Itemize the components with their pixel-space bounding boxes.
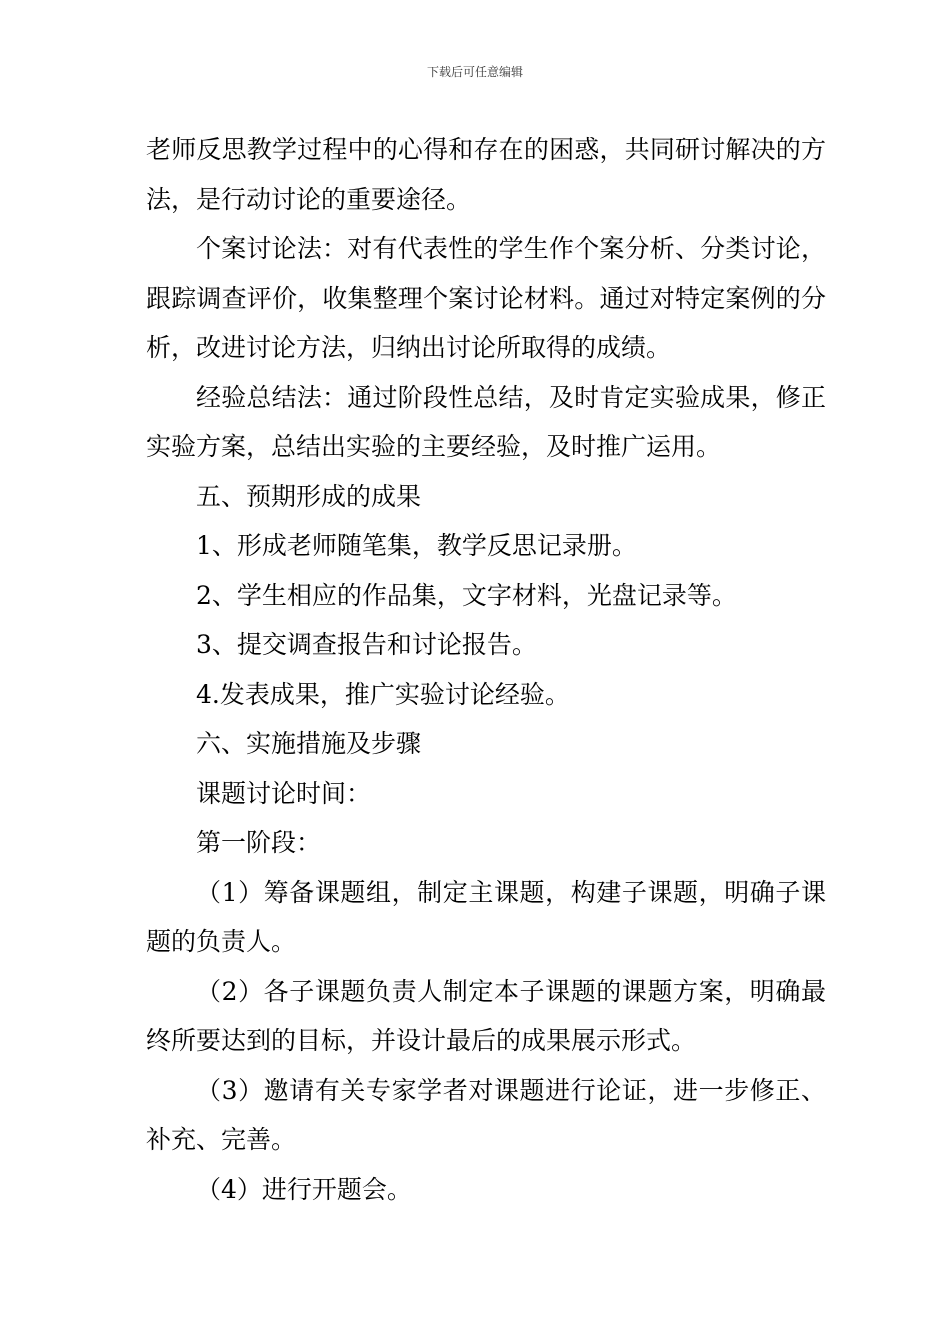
- section-heading-5: 五、预期形成的成果: [196, 481, 422, 511]
- list-item-2: 2、学生相应的作品集，文字材料，光盘记录等。: [196, 580, 737, 610]
- list-item-3: 3、提交调查报告和讨论报告。: [196, 630, 537, 659]
- paragraph-2: 个案讨论法：对有代表性的学生作个案分析、分类讨论，跟踪调查评价，收集整理个案讨论材料。通过对特定案例的分析，改进讨论方法，归纳出讨论所取得的成绩。: [146, 234, 826, 362]
- step-3: （3）邀请有关专家学者对课题进行论证，进一步修正、补充、完善。: [146, 1075, 826, 1154]
- paragraph-1: 老师反思教学过程中的心得和存在的困惑，共同研讨解决的方法，是行动讨论的重要途径。: [146, 135, 826, 214]
- step-2: （2）各子课题负责人制定本子课题的课题方案，明确最终所要达到的目标，并设计最后的成果展示形式。: [146, 976, 826, 1055]
- subheading-stage-1: 第一阶段：: [196, 828, 322, 857]
- step-4: （4）进行开题会。: [196, 1174, 412, 1204]
- step-1: （1）筹备课题组，制定主课题，构建子课题，明确子课题的负责人。: [146, 877, 826, 956]
- list-item-4: 4.发表成果，推广实验讨论经验。: [196, 679, 570, 709]
- paragraph-3: 经验总结法：通过阶段性总结，及时肯定实验成果，修正实验方案，总结出实验的主要经验，及时推广运用。: [146, 382, 826, 461]
- page-header-note: 下载后可任意编辑: [426, 65, 523, 79]
- document-body: [146, 125, 826, 1214]
- subheading-time: 课题讨论时间：: [196, 778, 372, 808]
- list-item-1: 1、形成老师随笔集，教学反思记录册。: [196, 531, 637, 560]
- section-heading-6: 六、实施措施及步骤: [196, 729, 422, 758]
